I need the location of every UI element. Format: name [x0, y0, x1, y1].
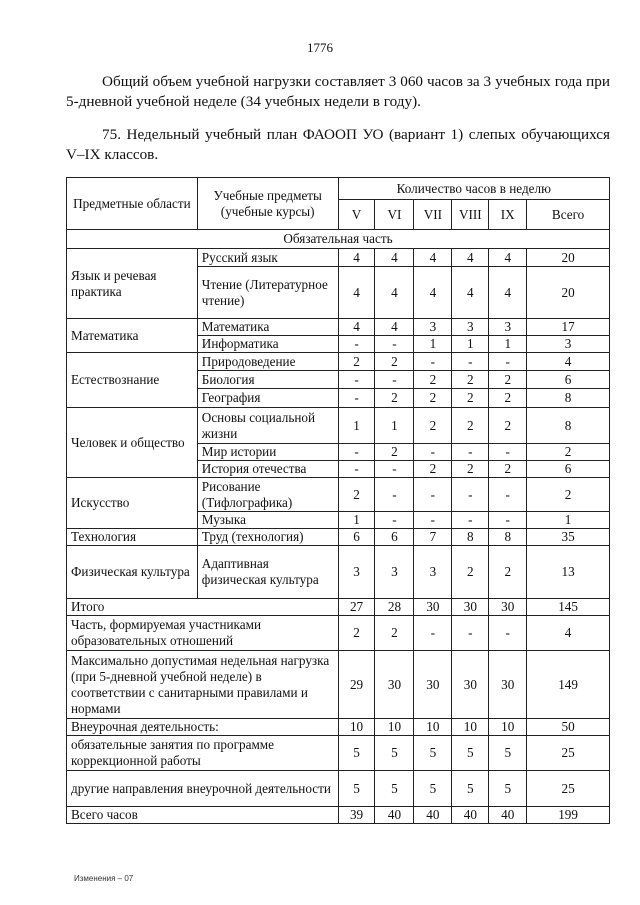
hours-cell: 5 — [414, 736, 452, 771]
summary-row — [67, 771, 610, 807]
hours-cell: 2 — [338, 353, 375, 371]
hours-cell: 3 — [489, 319, 527, 336]
summary-label: Итого — [67, 599, 339, 616]
hours-cell: 2 — [489, 546, 527, 599]
hours-cell: - — [375, 461, 414, 478]
header-grade: VIII — [452, 200, 489, 230]
hours-cell: - — [489, 444, 527, 461]
total-cell: 4 — [527, 353, 610, 371]
hours-cell: - — [414, 444, 452, 461]
hours-cell: 10 — [338, 719, 375, 736]
area-cell: Язык и речевая практика — [67, 249, 198, 319]
header-areas: Предметные области — [67, 178, 198, 230]
area-cell: Математика — [67, 319, 198, 353]
hours-cell: 30 — [414, 651, 452, 719]
hours-cell: 4 — [375, 267, 414, 319]
hours-cell: 3 — [414, 319, 452, 336]
area-cell: Искусство — [67, 478, 198, 529]
hours-cell: 4 — [489, 267, 527, 319]
area-cell: Технология — [67, 529, 198, 546]
table-row — [67, 353, 610, 371]
hours-cell: 2 — [375, 389, 414, 408]
hours-cell: 2 — [489, 461, 527, 478]
summary-row — [67, 599, 610, 616]
total-cell: 2 — [527, 444, 610, 461]
header-subjects: Учебные предметы (учебные курсы) — [197, 178, 338, 230]
hours-cell: 4 — [452, 267, 489, 319]
hours-cell: 30 — [375, 651, 414, 719]
hours-cell: - — [452, 478, 489, 512]
hours-cell: 3 — [452, 319, 489, 336]
hours-cell: - — [375, 371, 414, 389]
hours-cell: 2 — [452, 546, 489, 599]
hours-cell: - — [338, 336, 375, 353]
hours-cell: - — [452, 512, 489, 529]
hours-cell: - — [414, 353, 452, 371]
hours-cell: 2 — [489, 389, 527, 408]
hours-cell: 4 — [338, 319, 375, 336]
subject-cell: Труд (технология) — [197, 529, 338, 546]
total-cell: 25 — [527, 771, 610, 807]
subject-cell: Биология — [197, 371, 338, 389]
hours-cell: - — [338, 371, 375, 389]
area-cell: Человек и общество — [67, 408, 198, 478]
footer-revision: Изменения – 07 — [74, 874, 134, 883]
hours-cell: 8 — [489, 529, 527, 546]
total-cell: 3 — [527, 336, 610, 353]
hours-cell: 4 — [414, 249, 452, 267]
hours-cell: 39 — [338, 807, 375, 824]
summary-label: Часть, формируемая участниками образовательных отношений — [67, 616, 339, 651]
hours-cell: 5 — [375, 736, 414, 771]
total-cell: 8 — [527, 389, 610, 408]
hours-cell: 6 — [375, 529, 414, 546]
hours-cell: 4 — [338, 249, 375, 267]
hours-cell: 4 — [375, 249, 414, 267]
hours-cell: 1 — [375, 408, 414, 444]
summary-row — [67, 736, 610, 771]
hours-cell: 6 — [338, 529, 375, 546]
hours-cell: 27 — [338, 599, 375, 616]
total-cell: 4 — [527, 616, 610, 651]
subject-cell: Рисование (Тифлографика) — [197, 478, 338, 512]
subject-cell: Адаптивная физическая культура — [197, 546, 338, 599]
section-row — [67, 230, 610, 249]
table-row — [67, 319, 610, 336]
hours-cell: 4 — [452, 249, 489, 267]
table-row — [67, 529, 610, 546]
hours-cell: 40 — [452, 807, 489, 824]
table-row — [67, 249, 610, 267]
hours-cell: 10 — [489, 719, 527, 736]
total-cell: 20 — [527, 249, 610, 267]
hours-cell: 2 — [375, 353, 414, 371]
area-cell: Естествознание — [67, 353, 198, 408]
hours-cell: 5 — [338, 736, 375, 771]
total-cell: 145 — [527, 599, 610, 616]
summary-row — [67, 807, 610, 824]
hours-cell: 2 — [489, 408, 527, 444]
total-cell: 50 — [527, 719, 610, 736]
total-cell: 199 — [527, 807, 610, 824]
total-cell: 1 — [527, 512, 610, 529]
hours-cell: 2 — [452, 461, 489, 478]
hours-cell: - — [489, 353, 527, 371]
total-cell: 6 — [527, 461, 610, 478]
total-cell: 17 — [527, 319, 610, 336]
subject-cell: Основы социальной жизни — [197, 408, 338, 444]
section-mandatory: Обязательная часть — [67, 230, 610, 249]
hours-cell: 40 — [414, 807, 452, 824]
subject-cell: Чтение (Литературное чтение) — [197, 267, 338, 319]
subject-cell: Мир истории — [197, 444, 338, 461]
total-cell: 13 — [527, 546, 610, 599]
hours-cell: 3 — [414, 546, 452, 599]
hours-cell: - — [338, 461, 375, 478]
hours-cell: - — [452, 444, 489, 461]
hours-cell: 10 — [375, 719, 414, 736]
summary-label: обязательные занятия по программе коррекционной работы — [67, 736, 339, 771]
hours-cell: 2 — [414, 408, 452, 444]
hours-cell: 30 — [489, 651, 527, 719]
summary-label: Всего часов — [67, 807, 339, 824]
hours-cell: 5 — [338, 771, 375, 807]
header-hours: Количество часов в неделю — [338, 178, 609, 200]
hours-cell: 30 — [452, 599, 489, 616]
summary-label: Внеурочная деятельность: — [67, 719, 339, 736]
hours-cell: - — [489, 478, 527, 512]
subject-cell: Природоведение — [197, 353, 338, 371]
hours-cell: - — [489, 512, 527, 529]
hours-cell: 40 — [375, 807, 414, 824]
hours-cell: - — [414, 616, 452, 651]
hours-cell: 30 — [452, 651, 489, 719]
summary-label: другие направления внеурочной деятельности — [67, 771, 339, 807]
hours-cell: 8 — [452, 529, 489, 546]
hours-cell: 5 — [452, 771, 489, 807]
summary-row — [67, 719, 610, 736]
hours-cell: - — [375, 336, 414, 353]
header-grade: IX — [489, 200, 527, 230]
hours-cell: 2 — [489, 371, 527, 389]
paragraph-plan-title: 75. Недельный учебный план ФАООП УО (вариант 1) слепых обучающихся V–IX классов. — [66, 126, 610, 163]
subject-cell: География — [197, 389, 338, 408]
hours-cell: - — [489, 616, 527, 651]
table-row — [67, 408, 610, 444]
hours-cell: 7 — [414, 529, 452, 546]
paragraph-load: Общий объем учебной нагрузки составляет 3 060 часов за 3 учебных года при 5-дневной учебной неделе (34 учебных недели в году). — [66, 73, 610, 110]
summary-row — [67, 616, 610, 651]
hours-cell: 1 — [489, 336, 527, 353]
subject-cell: Математика — [197, 319, 338, 336]
hours-cell: - — [452, 616, 489, 651]
hours-cell: 5 — [414, 771, 452, 807]
hours-cell: 2 — [414, 461, 452, 478]
hours-cell: 2 — [414, 389, 452, 408]
hours-cell: 1 — [414, 336, 452, 353]
hours-cell: 4 — [489, 249, 527, 267]
hours-cell: 1 — [452, 336, 489, 353]
hours-cell: 10 — [452, 719, 489, 736]
header-grade: V — [338, 200, 375, 230]
hours-cell: 2 — [338, 478, 375, 512]
hours-cell: 4 — [375, 319, 414, 336]
total-cell: 35 — [527, 529, 610, 546]
summary-label: Максимально допустимая недельная нагрузка (при 5-дневной учебной неделе) в соответствии с санитарными правилами и нормами — [67, 651, 339, 719]
hours-cell: 3 — [375, 546, 414, 599]
header-grade: VI — [375, 200, 414, 230]
hours-cell: - — [414, 478, 452, 512]
table-row — [67, 478, 610, 512]
subject-cell: История отечества — [197, 461, 338, 478]
total-cell: 149 — [527, 651, 610, 719]
hours-cell: 1 — [338, 512, 375, 529]
hours-cell: 3 — [338, 546, 375, 599]
hours-cell: - — [414, 512, 452, 529]
curriculum-table — [66, 177, 610, 824]
hours-cell: 2 — [375, 616, 414, 651]
total-cell: 20 — [527, 267, 610, 319]
total-cell: 8 — [527, 408, 610, 444]
hours-cell: 29 — [338, 651, 375, 719]
area-cell: Физическая культура — [67, 546, 198, 599]
header-total: Всего — [527, 200, 610, 230]
subject-cell: Музыка — [197, 512, 338, 529]
hours-cell: - — [375, 478, 414, 512]
hours-cell: 2 — [452, 408, 489, 444]
hours-cell: 5 — [489, 736, 527, 771]
hours-cell: - — [375, 512, 414, 529]
hours-cell: - — [452, 353, 489, 371]
header-grade: VII — [414, 200, 452, 230]
hours-cell: - — [338, 389, 375, 408]
hours-cell: 30 — [414, 599, 452, 616]
hours-cell: 2 — [452, 389, 489, 408]
hours-cell: 2 — [452, 371, 489, 389]
total-cell: 6 — [527, 371, 610, 389]
hours-cell: 40 — [489, 807, 527, 824]
hours-cell: 2 — [414, 371, 452, 389]
subject-cell: Русский язык — [197, 249, 338, 267]
hours-cell: 4 — [338, 267, 375, 319]
hours-cell: 5 — [375, 771, 414, 807]
hours-cell: 5 — [452, 736, 489, 771]
header-row-1 — [67, 178, 610, 200]
hours-cell: 28 — [375, 599, 414, 616]
hours-cell: 30 — [489, 599, 527, 616]
total-cell: 2 — [527, 478, 610, 512]
page-number: 1776 — [307, 40, 333, 55]
table-row — [67, 546, 610, 599]
hours-cell: 2 — [338, 616, 375, 651]
hours-cell: 10 — [414, 719, 452, 736]
summary-row — [67, 651, 610, 719]
hours-cell: - — [338, 444, 375, 461]
subject-cell: Информатика — [197, 336, 338, 353]
hours-cell: 5 — [489, 771, 527, 807]
hours-cell: 2 — [375, 444, 414, 461]
total-cell: 25 — [527, 736, 610, 771]
hours-cell: 4 — [414, 267, 452, 319]
hours-cell: 1 — [338, 408, 375, 444]
